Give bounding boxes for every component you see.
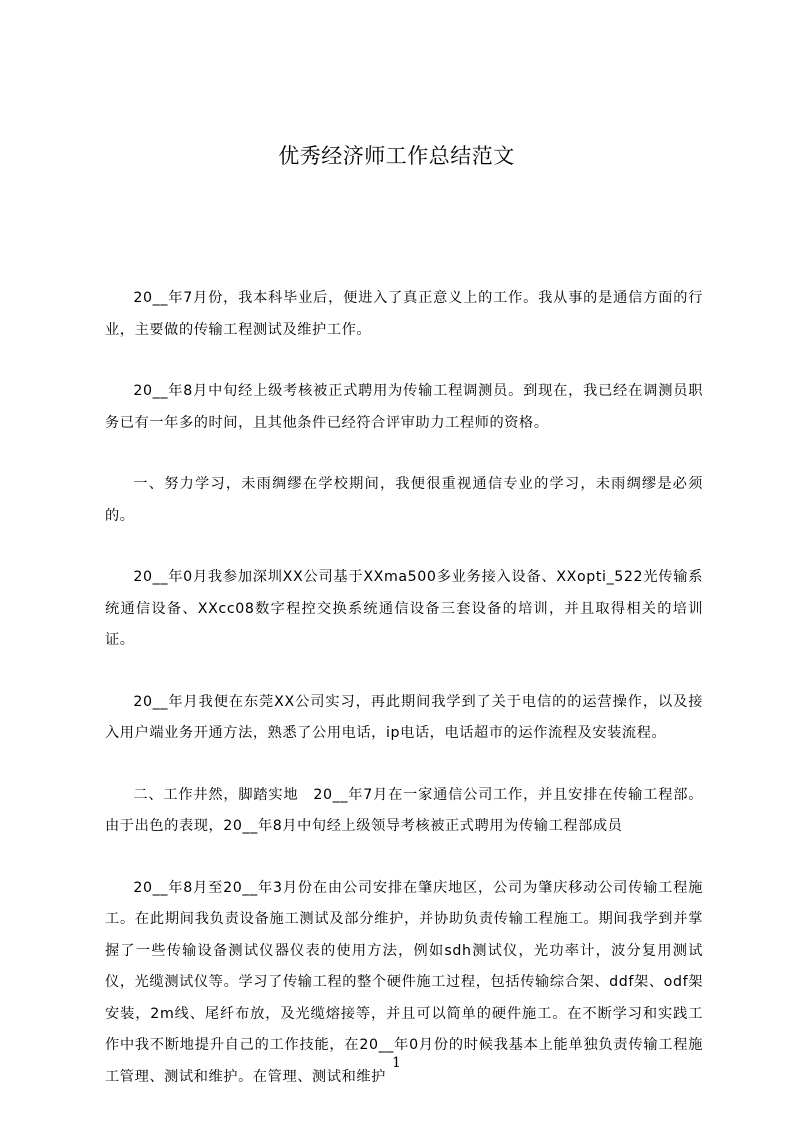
- page-title: 优秀经济师工作总结范文: [278, 144, 515, 168]
- paragraph-2: 20__年8月中旬经上级考核被正式聘用为传输工程调测员。到现在，我已经在调测员职务已有一年多的时间，且其他条件已经符合评审助力工程师的资格。: [105, 383, 703, 431]
- page-number: 1: [392, 1055, 401, 1071]
- paragraph-1: 20__年7月份，我本科毕业后，便进入了真正意义上的工作。我从事的是通信方面的行业，主要做的传输工程测试及维护工作。: [105, 290, 703, 338]
- paragraph-5: 20__年月我便在东莞XX公司实习，再此期间我学到了关于电信的的运营操作，以及接入用户端业务开通方法，熟悉了公用电话，ip电话，电话超市的运作流程及安装流程。: [105, 693, 703, 741]
- document-body: [105, 283, 703, 1123]
- paragraph-7: 20__年8月至20__年3月份在由公司安排在肇庆地区，公司为肇庆移动公司传输工程施工。在此期间我负责设备施工测试及部分维护，并协助负责传输工程施工。期间我学到并掌握了一些传输设备测试仪器仪表的使用方法，例如sdh测试仪，光功率计，波分复用测试仪，光缆测试仪等。学习了传输工程的整个硬件施工过程，包括传输综合架、ddf架、odf架安装，2m线、尾纤布放，及光缆熔接等，并且可以简单的硬件施工。在不断学习和实践工作中我不断地提升自己的工作技能，在20__年0月份的时候我基本上能单独负责传输工程施工管理、测试和维护。在管理、测试和维护: [105, 879, 703, 1085]
- paragraph-4: 20__年0月我参加深圳XX公司基于XXma500多业务接入设备、XXopti_522光传输系统通信设备、XXcc08数字程控交换系统通信设备三套设备的培训，并且取得相关的培训证。: [105, 569, 703, 648]
- paragraph-6: 二、工作井然，脚踏实地 20__年7月在一家通信公司工作，并且安排在传输工程部。由于出色的表现，20__年8月中旬经上级领导考核被正式聘用为传输工程部成员: [105, 786, 703, 834]
- paragraph-3: 一、努力学习，未雨绸缪在学校期间，我便很重视通信专业的学习，未雨绸缪是必须的。: [105, 476, 703, 524]
